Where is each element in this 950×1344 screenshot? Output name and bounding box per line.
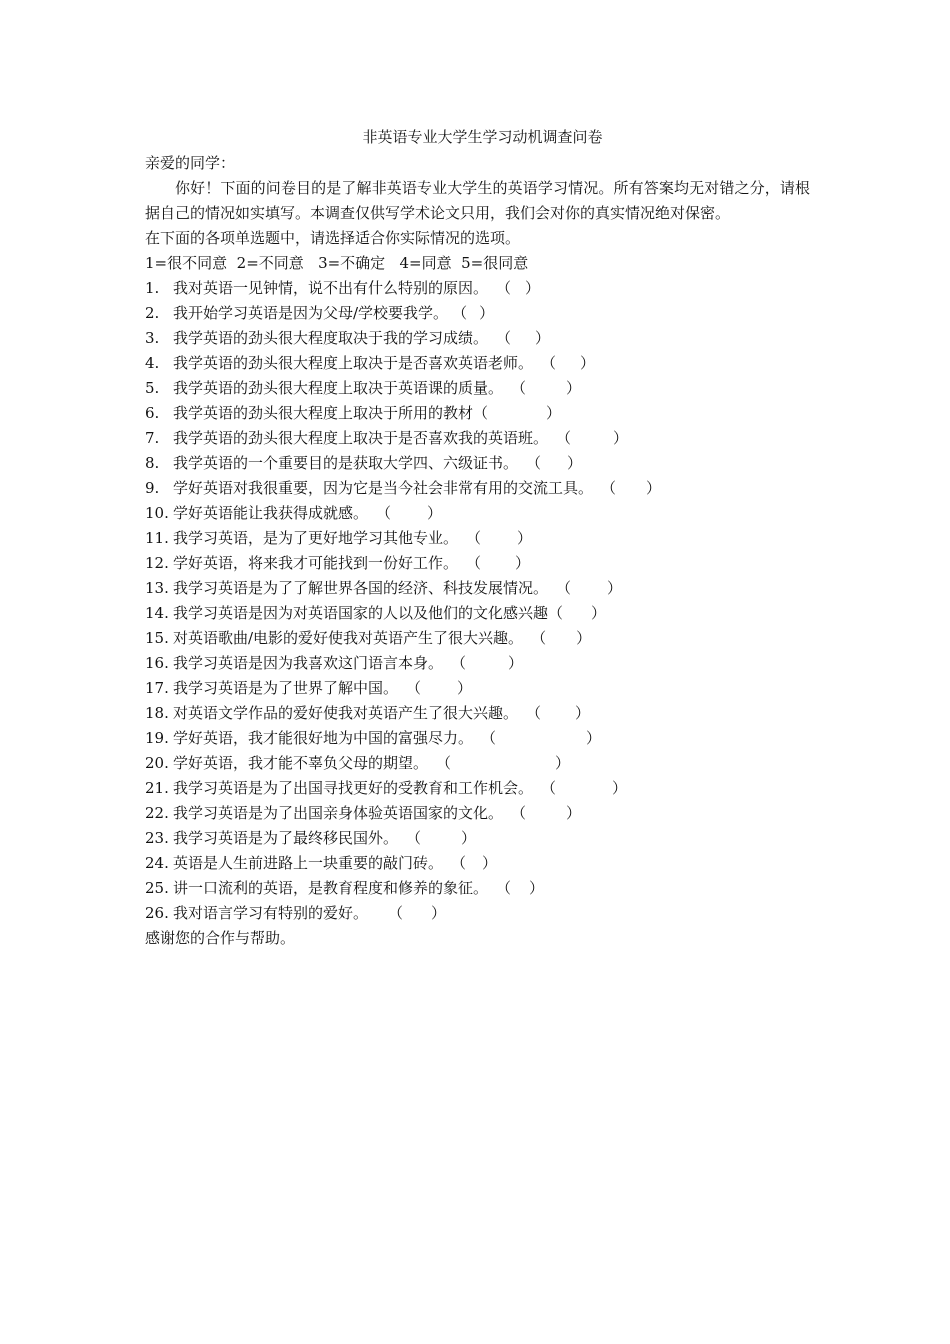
question-text: 我学习英语是因为我喜欢这门语言本身。 (173, 654, 444, 672)
answer-blank[interactable] (511, 801, 581, 826)
paren-close: ） (479, 304, 495, 322)
paren-close: ） (576, 629, 592, 647)
question-text: 我开始学习英语是因为父母/学校要我学。 (173, 304, 449, 322)
question-number: 23. (145, 829, 169, 847)
answer-blank[interactable] (511, 376, 581, 401)
question-item (145, 551, 810, 576)
paren-open: （ (452, 304, 468, 322)
paren-close: ） (591, 604, 607, 622)
paren-close: ） (529, 879, 545, 897)
paren-open: （ (376, 504, 392, 522)
paren-open: （ (496, 879, 512, 897)
question-text: 学好英语，将来我才可能找到一份好工作。 (173, 554, 459, 572)
question-number: 3. (145, 329, 160, 347)
question-number: 18. (145, 704, 169, 722)
paren-open: （ (541, 779, 557, 797)
question-number: 17. (145, 679, 169, 697)
question-text: 我学习英语是为了最终移民国外。 (173, 829, 399, 847)
question-text: 我学英语的劲头很大程度上取决于英语课的质量。 (173, 379, 504, 397)
paren-close: ） (535, 329, 551, 347)
paren-close: ） (427, 504, 443, 522)
questionnaire-body (145, 124, 810, 951)
question-text: 学好英语，我才能不辜负父母的期望。 (173, 754, 429, 772)
question-item (145, 476, 810, 501)
question-number: 9. (145, 479, 160, 497)
question-item (145, 701, 810, 726)
question-number: 11. (145, 529, 169, 547)
question-text: 英语是人生前进路上一块重要的敲门砖。 (173, 854, 444, 872)
answer-blank[interactable] (376, 501, 442, 526)
paren-close: ） (517, 529, 533, 547)
question-item (145, 376, 810, 401)
answer-blank[interactable] (526, 701, 590, 726)
question-number: 22. (145, 804, 169, 822)
intro-paragraph: 你好！下面的问卷目的是了解非英语专业大学生的英语学习情况。所有答案均无对错之分，请根据自己的情况如实填写。本调查仅供写学术论文只用，我们会对你的真实情况绝对保密。 (145, 179, 810, 222)
paren-open: （ (526, 454, 542, 472)
paren-close: ） (431, 904, 447, 922)
question-number: 12. (145, 554, 169, 572)
question-number: 10. (145, 504, 169, 522)
paren-close: ） (613, 429, 629, 447)
question-number: 7. (145, 429, 160, 447)
paren-open: （ (531, 629, 547, 647)
question-item (145, 326, 810, 351)
question-number: 19. (145, 729, 169, 747)
paren-close: ） (461, 829, 477, 847)
paren-close: ） (612, 779, 628, 797)
paren-close: ） (586, 729, 602, 747)
answer-blank[interactable] (436, 751, 570, 776)
answer-blank[interactable] (531, 626, 591, 651)
paren-close: ） (555, 754, 571, 772)
question-text: 讲一口流利的英语，是教育程度和修养的象征。 (173, 879, 489, 897)
question-item (145, 776, 810, 801)
question-text: 我学英语的劲头很大程度上取决于是否喜欢英语老师。 (173, 354, 534, 372)
paren-close: ） (515, 554, 531, 572)
question-number: 24. (145, 854, 169, 872)
greeting: 亲爱的同学： (145, 154, 236, 172)
rating-scale: 1=很不同意 2=不同意 3=不确定 4=同意 5=很同意 (145, 254, 529, 272)
answer-blank[interactable] (526, 451, 582, 476)
answer-blank[interactable] (556, 576, 622, 601)
question-item (145, 851, 810, 876)
question-text: 学好英语对我很重要，因为它是当今社会非常有用的交流工具。 (173, 479, 594, 497)
question-item (145, 676, 810, 701)
paren-open: （ (466, 529, 482, 547)
paren-close: ） (546, 404, 562, 422)
question-number: 21. (145, 779, 169, 797)
question-text: 我学习英语是因为对英语国家的人以及他们的文化感兴趣 (173, 604, 549, 622)
question-text: 对英语文学作品的爱好使我对英语产生了很大兴趣。 (173, 704, 519, 722)
paren-open: （ (526, 704, 542, 722)
question-text: 我学英语的劲头很大程度取决于我的学习成绩。 (173, 329, 489, 347)
question-number: 4. (145, 354, 160, 372)
paren-open: （ (436, 754, 452, 772)
question-item (145, 801, 810, 826)
answer-blank[interactable] (406, 676, 472, 701)
question-item (145, 501, 810, 526)
page-title: 非英语专业大学生学习动机调查问卷 (362, 128, 603, 146)
answer-blank[interactable] (481, 726, 601, 751)
answer-blank[interactable] (452, 301, 494, 326)
question-item (145, 626, 810, 651)
paren-open: （ (511, 379, 527, 397)
question-item (145, 351, 810, 376)
paren-close: ） (566, 379, 582, 397)
question-item (145, 726, 810, 751)
question-number: 13. (145, 579, 169, 597)
question-item (145, 401, 810, 426)
answer-blank[interactable] (541, 351, 595, 376)
question-number: 15. (145, 629, 169, 647)
paren-open: （ (473, 404, 489, 422)
answer-blank[interactable] (556, 426, 628, 451)
question-item (145, 576, 810, 601)
question-text: 学好英语能让我获得成就感。 (173, 504, 369, 522)
paren-close: ） (575, 704, 591, 722)
question-text: 我学英语的劲头很大程度上取决于所用的教材 (173, 404, 474, 422)
question-item (145, 276, 810, 301)
question-item (145, 876, 810, 901)
answer-blank[interactable] (473, 401, 561, 426)
answer-blank[interactable] (466, 551, 530, 576)
question-number: 2. (145, 304, 160, 322)
paren-open: （ (406, 829, 422, 847)
paren-close: ） (646, 479, 662, 497)
paren-open: （ (496, 279, 512, 297)
question-item (145, 426, 810, 451)
paren-open: （ (451, 854, 467, 872)
paren-open: （ (406, 679, 422, 697)
question-item (145, 526, 810, 551)
question-number: 16. (145, 654, 169, 672)
paren-close: ） (567, 454, 583, 472)
question-text: 我学英语的一个重要目的是获取大学四、六级证书。 (173, 454, 519, 472)
question-item (145, 651, 810, 676)
question-text: 我对英语一见钟情，说不出有什么特别的原因。 (173, 279, 489, 297)
paren-close: ） (566, 804, 582, 822)
question-number: 5. (145, 379, 160, 397)
question-number: 20. (145, 754, 169, 772)
question-text: 我学习英语是为了出国亲身体验英语国家的文化。 (173, 804, 504, 822)
question-item (145, 301, 810, 326)
answer-blank[interactable] (541, 776, 627, 801)
question-text: 我学习英语是为了了解世界各国的经济、科技发展情况。 (173, 579, 549, 597)
question-number: 1. (145, 279, 160, 297)
paren-open: （ (388, 904, 404, 922)
paren-open: （ (556, 579, 572, 597)
paren-close: ） (525, 279, 541, 297)
question-item (145, 451, 810, 476)
paren-close: ） (508, 654, 524, 672)
closing-text: 感谢您的合作与帮助。 (145, 929, 296, 947)
question-text: 我对语言学习有特别的爱好。 (173, 904, 369, 922)
paren-open: （ (451, 654, 467, 672)
paren-open: （ (541, 354, 557, 372)
paren-close: ） (457, 679, 473, 697)
question-item (145, 826, 810, 851)
paren-open: （ (481, 729, 497, 747)
instruction: 在下面的各项单选题中，请选择适合你实际情况的选项。 (145, 229, 521, 247)
question-number: 25. (145, 879, 169, 897)
question-text: 学好英语，我才能很好地为中国的富强尽力。 (173, 729, 474, 747)
question-text: 我学英语的劲头很大程度上取决于是否喜欢我的英语班。 (173, 429, 549, 447)
answer-blank[interactable] (406, 826, 476, 851)
answer-blank[interactable] (496, 276, 540, 301)
paren-open: （ (548, 604, 564, 622)
paren-close: ） (482, 854, 498, 872)
answer-blank[interactable] (601, 476, 661, 501)
answer-blank[interactable] (496, 876, 544, 901)
question-text: 我学习英语，是为了更好地学习其他专业。 (173, 529, 459, 547)
paren-close: ） (607, 579, 623, 597)
answer-blank[interactable] (466, 526, 532, 551)
answer-blank[interactable] (496, 326, 550, 351)
answer-blank[interactable] (388, 901, 446, 926)
paren-close: ） (580, 354, 596, 372)
question-text: 我学习英语是为了出国寻找更好的受教育和工作机会。 (173, 779, 534, 797)
question-list (145, 276, 810, 926)
question-item (145, 601, 810, 626)
question-text: 我学习英语是为了世界了解中国。 (173, 679, 399, 697)
question-item (145, 751, 810, 776)
paren-open: （ (511, 804, 527, 822)
question-number: 6. (145, 404, 160, 422)
question-number: 8. (145, 454, 160, 472)
question-text: 对英语歌曲/电影的爱好使我对英语产生了很大兴趣。 (173, 629, 524, 647)
paren-open: （ (466, 554, 482, 572)
question-item (145, 901, 810, 926)
answer-blank[interactable] (451, 651, 523, 676)
question-number: 14. (145, 604, 169, 622)
answer-blank[interactable] (548, 601, 606, 626)
answer-blank[interactable] (451, 851, 497, 876)
paren-open: （ (556, 429, 572, 447)
question-number: 26. (145, 904, 169, 922)
paren-open: （ (601, 479, 617, 497)
paren-open: （ (496, 329, 512, 347)
